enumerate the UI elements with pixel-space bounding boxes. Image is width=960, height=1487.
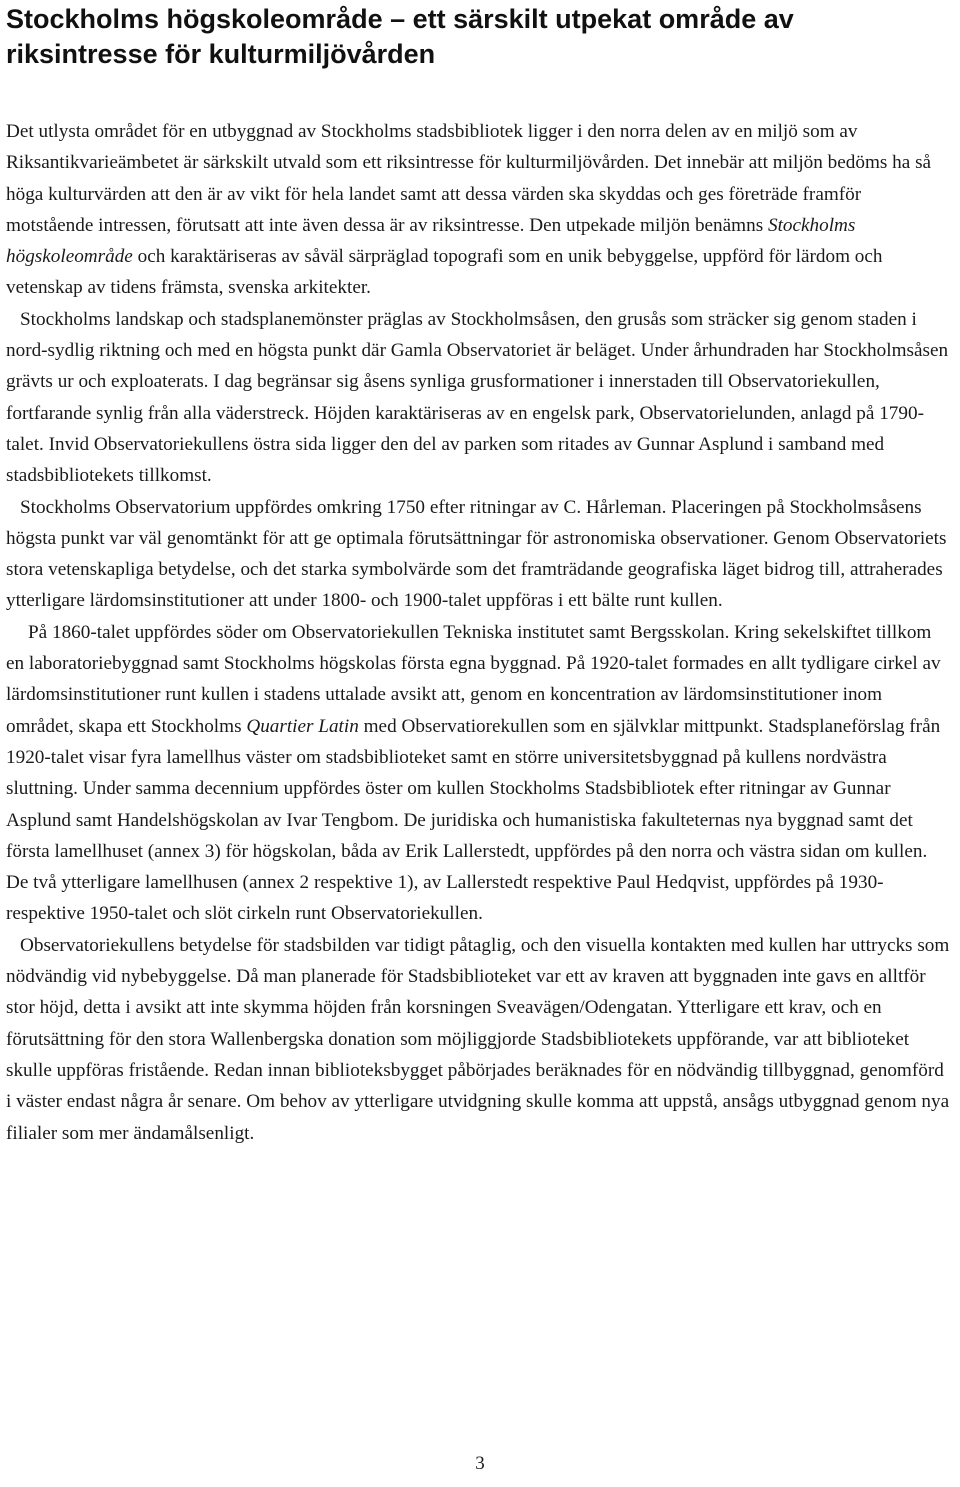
paragraph-3: Stockholms Observatorium uppfördes omkring 1750 efter ritningar av C. Hårleman. Placeringen på Stockholmsåsens högsta punkt var väl genomtänkt för att ge optimala förutsättningar för astronomiska observationer. Genom Observatoriets stora vetenskapliga betydelse, och det starka symbolvärde som det framträdande geografiska läget bidrog till, attraherades ytterligare lärdomsinstitutioner att under 1800- och 1900-talet uppföras i ett bälte runt kullen.	[6, 496, 947, 612]
document-body	[6, 116, 952, 1149]
paragraph-1-italic-term: Stockholms högskoleområde	[6, 214, 856, 268]
page-number: 3	[475, 1453, 485, 1474]
paragraph-1-text-b: och karaktäriseras av såväl särpräglad topografi som en unik bebyggelse, uppförd för lärdom och vetenskap av tidens främsta, svenska arkitekter.	[6, 246, 883, 299]
paragraph-4	[6, 617, 952, 930]
document-title: Stockholms högskoleområde – ett särskilt utpekat område av riksintresse för kulturmiljövården	[6, 4, 794, 69]
paragraph-2: Stockholms landskap och stadsplanemönster präglas av Stockholmsåsen, den grusås som sträcker sig genom staden i nord-sydlig riktning och med en högsta punkt där Gamla Observatoriet är beläget. Under århundraden har Stockholmsåsen grävts ur och exploaterats. I dag begränsar sig åsens synliga grusformationer i innerstaden till Observatoriekullen, fortfarande synlig från alla väderstreck. Höjden karaktäriseras av en engelsk park, Observatorielunden, anlagd på 1790-talet. Invid Observatoriekullens östra sida ligger den del av parken som ritades av Gunnar Asplund i samband med stadsbibliotekets tillkomst.	[6, 308, 949, 487]
paragraph-5: Observatoriekullens betydelse för stadsbilden var tidigt påtaglig, och den visuella kontakten med kullen har uttrycks som nödvändig vid nybebyggelse. Då man planerade för Stadsbiblioteket var ett av kraven att byggnaden inte gavs en alltför stor höjd, detta i avsikt att inte skymma höjden från korsningen Sveavägen/Odengatan. Ytterligare ett krav, och en förutsättning för den stora Wallenbergska donation som möjliggjorde Stadsbibliotekets uppförande, var att biblioteket skulle uppföras fristående. Redan innan biblioteksbygget påbörjades beräknades för en nödvändig tillbyggnad, genomförd i väster endast några år senare. Om behov av ytterligare utvidgning skulle komma att uppstå, ansågs utbyggnad genom nya filialer som mer ändamålsenligt.	[6, 934, 950, 1144]
paragraph-4-text-a: På 1860-talet uppfördes söder om Observatoriekullen Tekniska institutet samt Bergsskolan. Kring sekelskiftet tillkom en laboratoriebyggnad samt Stockholms högskolas första egna byggnad. På 1920-talet formades en allt tydligare cirkel av lärdomsinstitutioner runt kullen i stadens uttalade avsikt att, genom en koncentration av lärdomsinstitutioner inom området, skapa ett Stockholms	[6, 621, 941, 737]
paragraph-1	[6, 116, 952, 304]
paragraph-1-text-a: Det utlysta området för en utbyggnad av Stockholms stadsbibliotek ligger i den norra delen av en miljö som av Riksantikvarieämbetet är särkskilt utvald som ett riksintresse för kulturmiljövården. Det innebär att miljön bedöms ha så höga kulturvärden att den är av vikt för hela landet samt att dessa värden ska skyddas och ges företräde framför motstående intressen, förutsatt att inte även dessa är av riksintresse. Den utpekade miljön benämns	[6, 121, 932, 236]
document-page	[6, 0, 952, 1149]
paragraph-4-text-b: med Observatiorekullen som en självklar mittpunkt. Stadsplaneförslag från 1920-talet visar fyra lamellhus väster om stadsbiblioteket samt en större universitetsbyggnad på kullens nordvästra sluttning. Under samma decennium uppfördes öster om kullen Stockholms Stadsbibliotek efter ritningar av Gunnar Asplund samt Handelshögskolan av Ivar Tengbom. De juridiska och humanistiska fakulteternas nya byggnad samt det första lamellhuset (annex 3) för högskolan, båda av Erik Lallerstedt, uppfördes på den norra och västra sidan om kullen. De två ytterligare lamellhusen (annex 2 respektive 1), av Lallerstedt respektive Paul Hedqvist, uppfördes på 1930- respektive 1950-talet och slöt cirkeln runt Observatoriekullen.	[6, 715, 941, 925]
paragraph-4-italic-term: Quartier Latin	[246, 715, 359, 737]
